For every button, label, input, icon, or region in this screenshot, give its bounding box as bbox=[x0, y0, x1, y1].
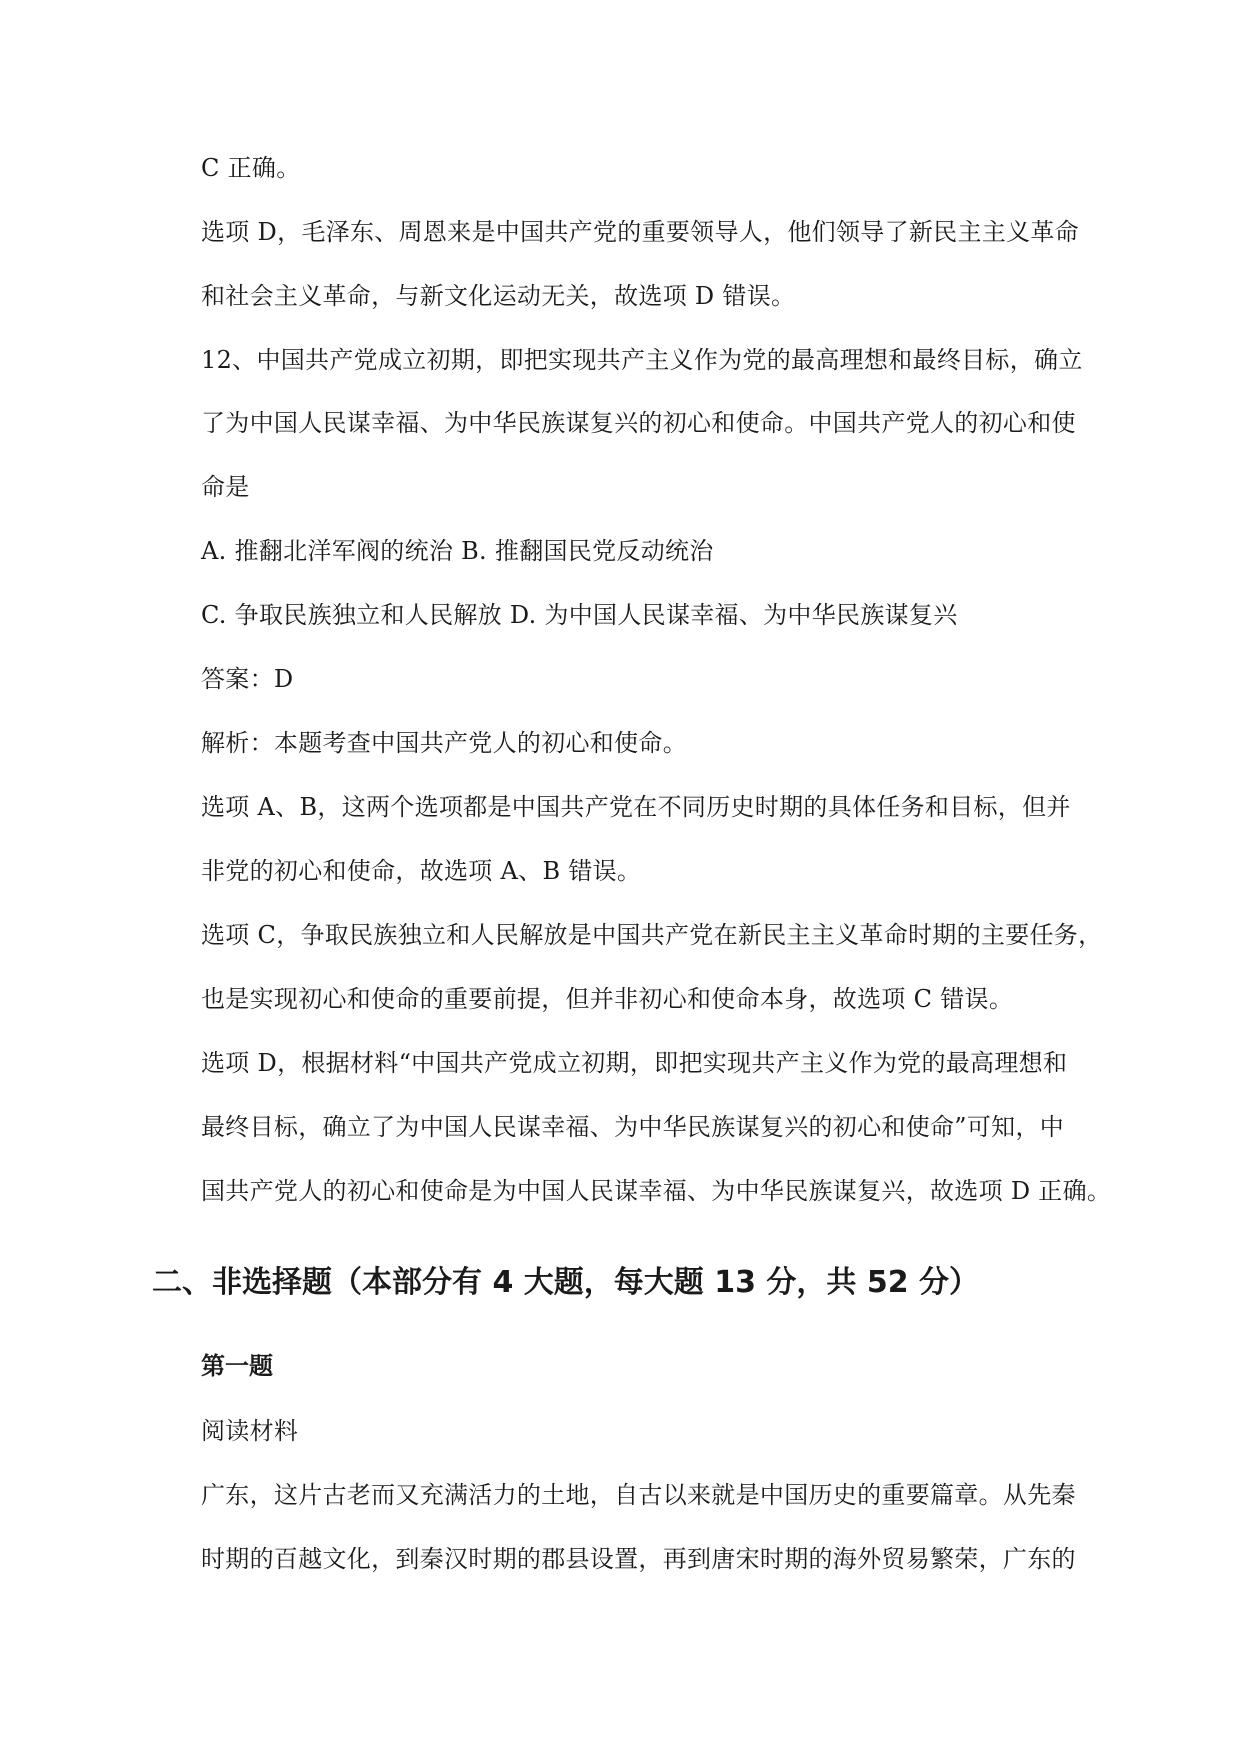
question-12-line: 12、中国共产党成立初期，即把实现共产主义作为党的最高理想和最终目标，确立 bbox=[201, 346, 1083, 374]
analysis-line: 国共产党人的初心和使命是为中国人民谋幸福、为中华民族谋复兴，故选项 D 正确。 bbox=[201, 1177, 1112, 1205]
material-text-line: 广东，这片古老而又充满活力的土地，自古以来就是中国历史的重要篇章。从先秦 bbox=[201, 1481, 1076, 1509]
option-line: A. 推翻北洋军阀的统治 B. 推翻国民党反动统治 bbox=[201, 537, 714, 565]
analysis-line: 最终目标，确立了为中国人民谋幸福、为中华民族谋复兴的初心和使命”可知，中 bbox=[201, 1113, 1065, 1141]
answer-text-line: 和社会主义革命，与新文化运动无关，故选项 D 错误。 bbox=[201, 282, 796, 310]
analysis-line: 选项 C，争取民族独立和人民解放是中国共产党在新民主主义革命时期的主要任务， bbox=[201, 921, 1103, 949]
analysis-line: 也是实现初心和使命的重要前提，但并非初心和使命本身，故选项 C 错误。 bbox=[201, 985, 1014, 1013]
option-line: C. 争取民族独立和人民解放 D. 为中国人民谋幸福、为中华民族谋复兴 bbox=[201, 601, 958, 629]
analysis-line: 非党的初心和使命，故选项 A、B 错误。 bbox=[201, 857, 642, 885]
question-12-line: 了为中国人民谋幸福、为中华民族谋复兴的初心和使命。中国共产党人的初心和使 bbox=[201, 409, 1076, 437]
answer-line: 答案：D bbox=[201, 665, 294, 693]
question-12-line: 命是 bbox=[201, 473, 250, 501]
analysis-line: 选项 D，根据材料“中国共产党成立初期，即把实现共产主义作为党的最高理想和 bbox=[201, 1049, 1068, 1077]
answer-text-line: 选项 D，毛泽东、周恩来是中国共产党的重要领导人，他们领导了新民主主义革命 bbox=[201, 218, 1079, 246]
analysis-line: 解析：本题考查中国共产党人的初心和使命。 bbox=[201, 729, 687, 757]
answer-text-line: C 正确。 bbox=[201, 154, 301, 182]
material-text-line: 时期的百越文化，到秦汉时期的郡县设置，再到唐宋时期的海外贸易繁荣，广东的 bbox=[201, 1545, 1076, 1573]
question-title: 第一题 bbox=[201, 1352, 273, 1380]
material-label: 阅读材料 bbox=[201, 1417, 299, 1445]
section-heading: 二、非选择题（本部分有 4 大题，每大题 13 分，共 52 分） bbox=[152, 1265, 980, 1300]
analysis-line: 选项 A、B，这两个选项都是中国共产党在不同历史时期的具体任务和目标，但并 bbox=[201, 793, 1071, 821]
